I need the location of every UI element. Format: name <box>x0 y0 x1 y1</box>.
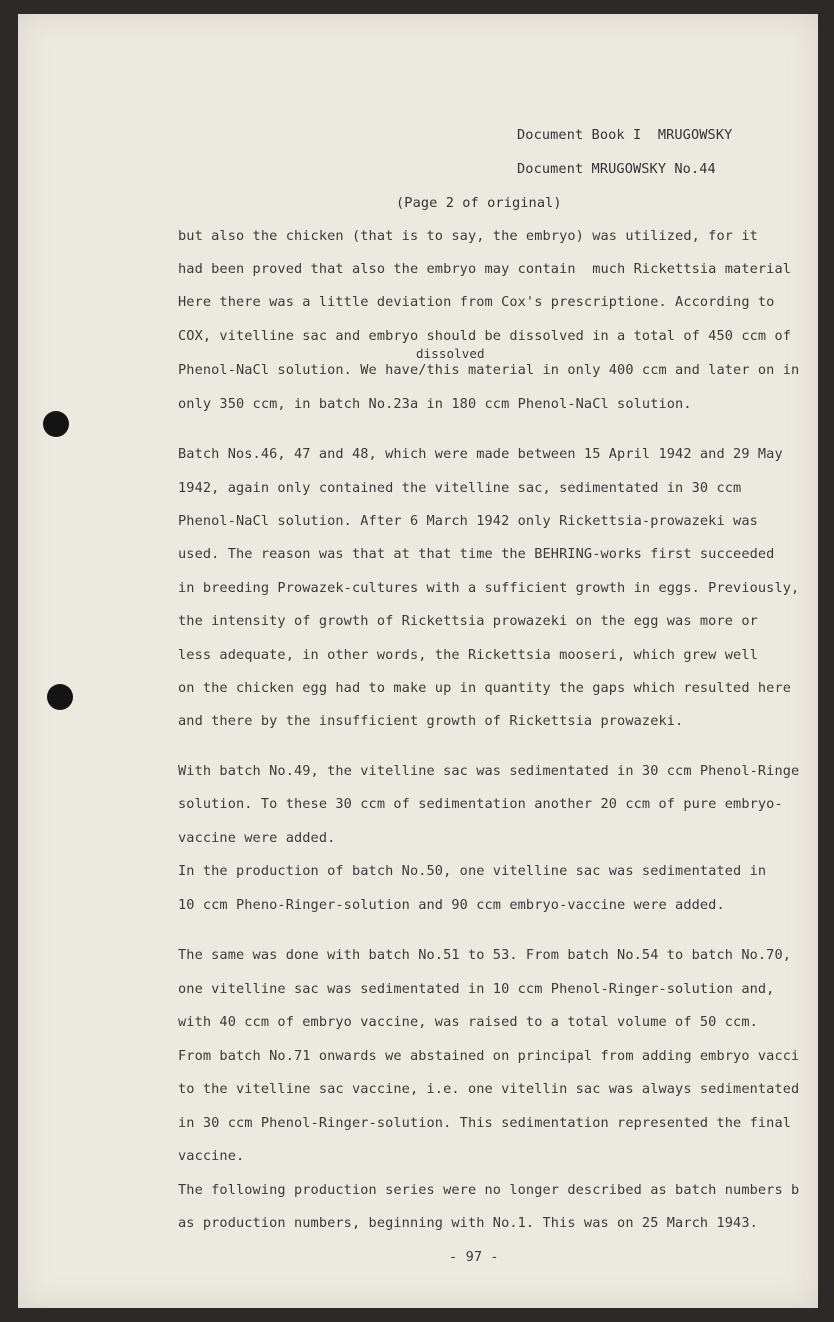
text-line: The following production series were no longer described as batch numbers b <box>178 1182 800 1198</box>
text-line: Phenol-NaCl solution. After 6 March 1942 only Rickettsia-prowazeki was <box>178 513 758 529</box>
document-book-header: Document Book I MRUGOWSKY <box>517 127 733 143</box>
text-line: vaccine were added. <box>178 830 336 846</box>
text-line: used. The reason was that at that time the BEHRING-works first succeeded <box>178 546 775 562</box>
text-line: COX, vitelline sac and embryo should be dissolved in a total of 450 ccm of <box>178 328 792 344</box>
text-line: only 350 ccm, in batch No.23a in 180 ccm Phenol-NaCl solution. <box>178 396 692 412</box>
page-number: - 97 - <box>449 1249 499 1265</box>
punch-hole-top <box>43 411 69 437</box>
text-line: on the chicken egg had to make up in quantity the gaps which resulted here <box>178 680 792 696</box>
document-number-header: Document MRUGOWSKY No.44 <box>517 161 716 177</box>
text-line: Phenol-NaCl solution. We have/this material in only 400 ccm and later on in <box>178 362 800 378</box>
text-line: and there by the insufficient growth of Rickettsia prowazeki. <box>178 713 684 729</box>
text-line: in 30 ccm Phenol-Ringer-solution. This sedimentation represented the final <box>178 1115 792 1131</box>
page-of-original: (Page 2 of original) <box>396 195 562 211</box>
text-line: The same was done with batch No.51 to 53. From batch No.54 to batch No.70, <box>178 947 792 963</box>
text-line: the intensity of growth of Rickettsia prowazeki on the egg was more or <box>178 613 758 629</box>
text-line: less adequate, in other words, the Rickettsia mooseri, which grew well <box>178 647 758 663</box>
text-line: 1942, again only contained the vitelline sac, sedimentated in 30 ccm <box>178 480 742 496</box>
text-line: to the vitelline sac vaccine, i.e. one vitellin sac was always sedimentated <box>178 1081 800 1097</box>
text-line: with 40 ccm of embryo vaccine, was raised to a total volume of 50 ccm. <box>178 1014 758 1030</box>
text-line: With batch No.49, the vitelline sac was sedimentated in 30 ccm Phenol-Ringe <box>178 763 800 779</box>
punch-hole-bottom <box>47 684 73 710</box>
text-line: From batch No.71 onwards we abstained on principal from adding embryo vacci <box>178 1048 800 1064</box>
text-line: In the production of batch No.50, one vitelline sac was sedimentated in <box>178 863 767 879</box>
text-line: but also the chicken (that is to say, the embryo) was utilized, for it <box>178 228 758 244</box>
text-line: had been proved that also the embryo may contain much Rickettsia material <box>178 261 792 277</box>
text-line: vaccine. <box>178 1148 245 1164</box>
text-line: Here there was a little deviation from Cox's prescriptione. According to <box>178 294 775 310</box>
text-line: in breeding Prowazek-cultures with a sufficient growth in eggs. Previously, <box>178 580 800 596</box>
text-line: Batch Nos.46, 47 and 48, which were made between 15 April 1942 and 29 May <box>178 446 783 462</box>
text-line: as production numbers, beginning with No.1. This was on 25 March 1943. <box>178 1215 758 1231</box>
text-line: one vitelline sac was sedimentated in 10 ccm Phenol-Ringer-solution and, <box>178 981 775 997</box>
text-line: solution. To these 30 ccm of sedimentation another 20 ccm of pure embryo- <box>178 796 783 812</box>
text-line: 10 ccm Pheno-Ringer-solution and 90 ccm embryo-vaccine were added. <box>178 897 725 913</box>
handwritten-insertion: dissolved <box>416 346 485 361</box>
